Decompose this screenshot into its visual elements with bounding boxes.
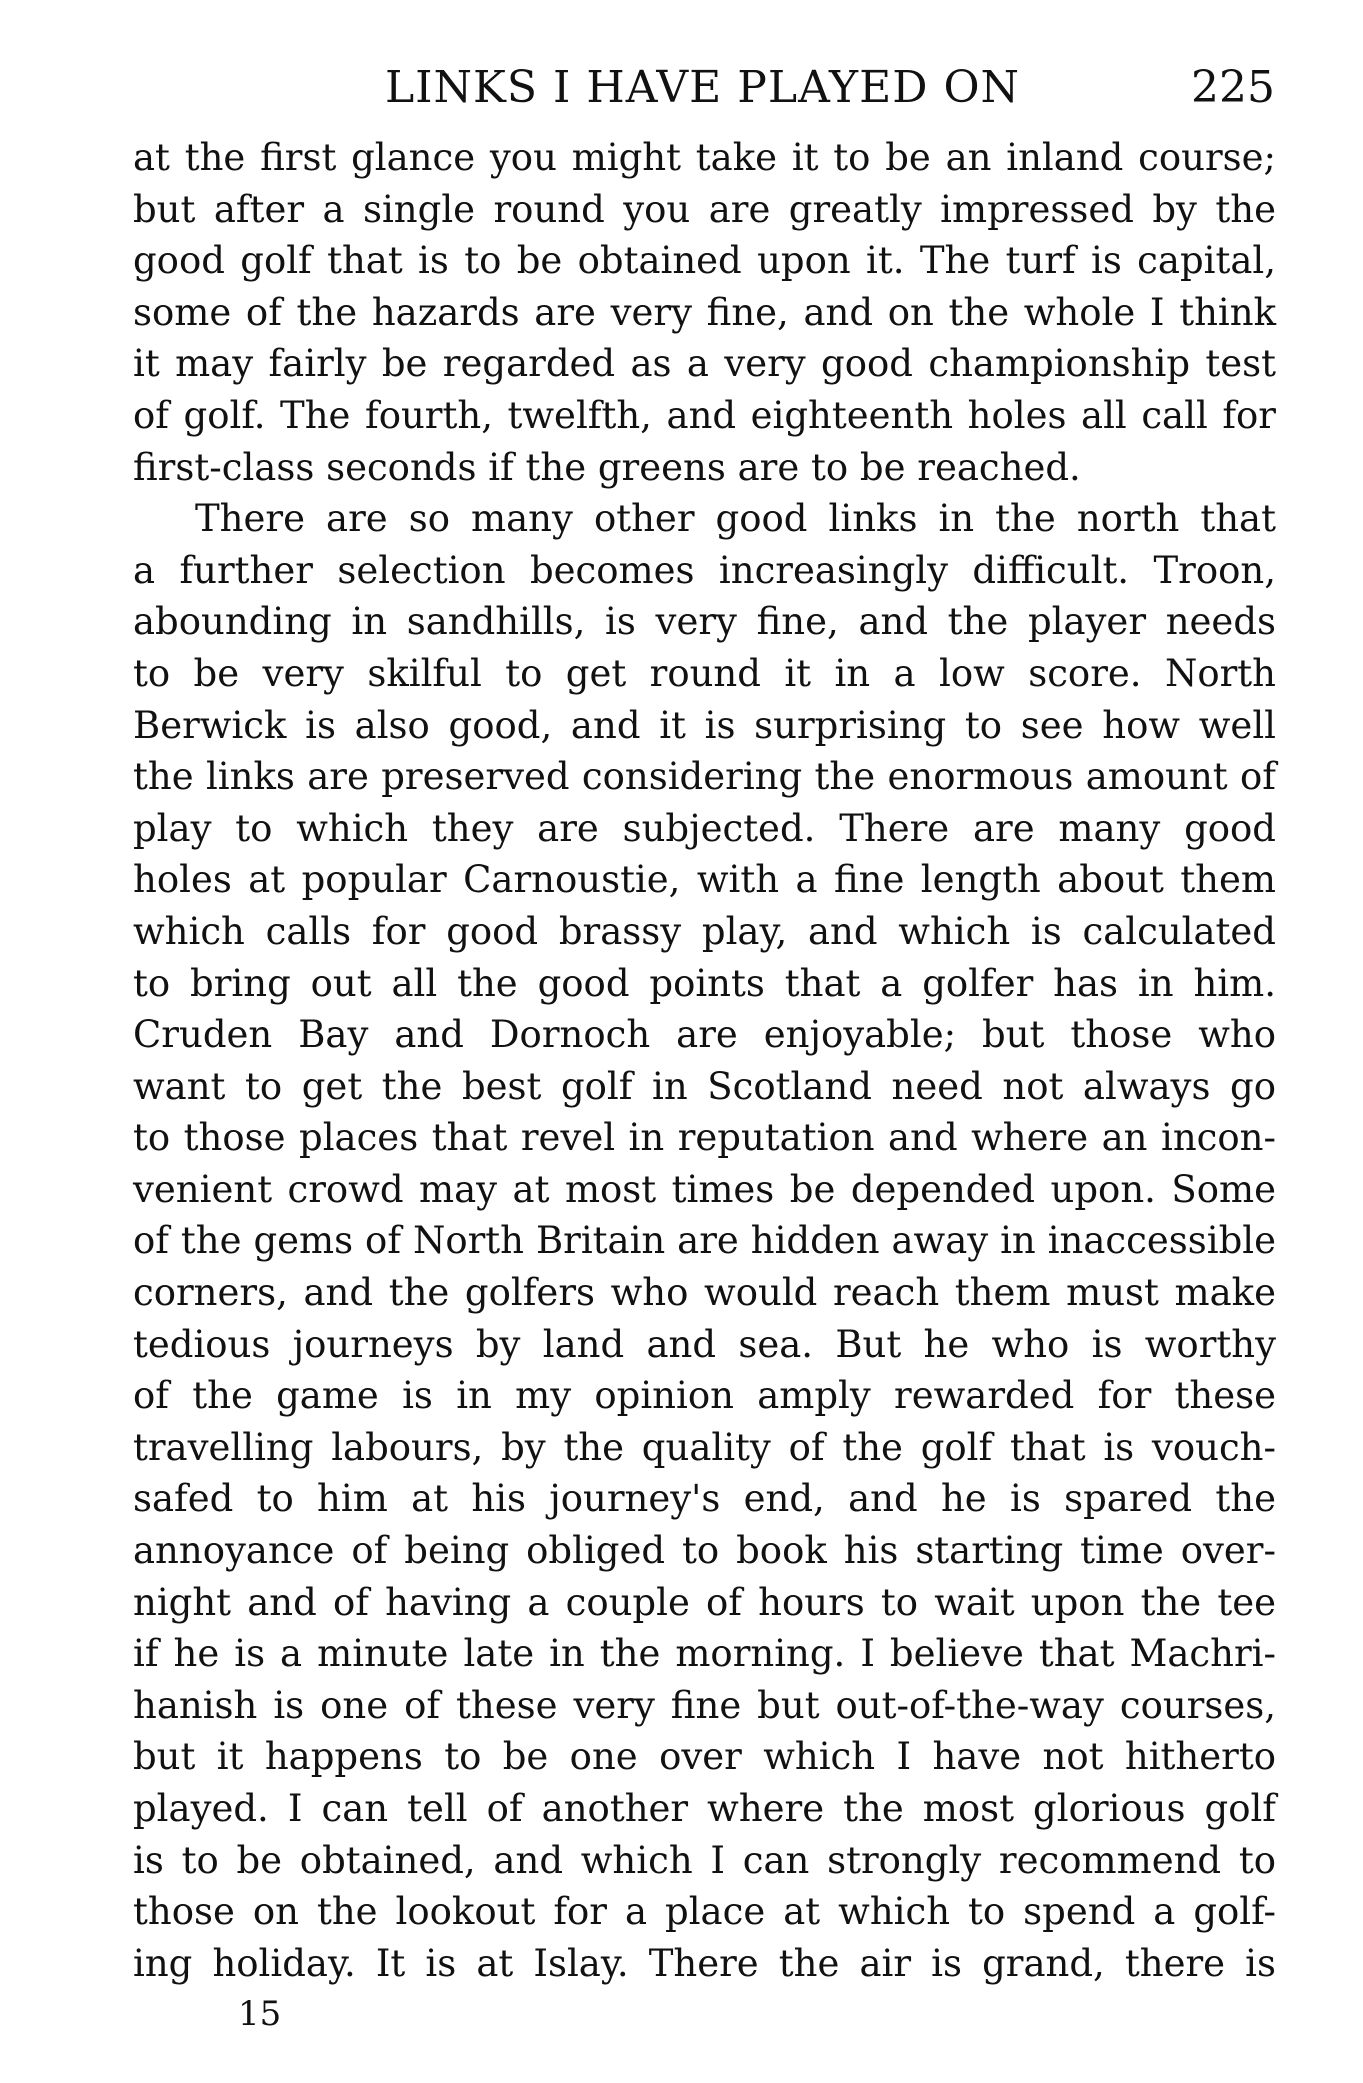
text-line: but after a single round you are greatly impressed by the: [133, 187, 1276, 231]
text-line: of the game is in my opinion amply rewarded for these: [133, 1374, 1276, 1418]
signature-mark: 15: [238, 1994, 282, 2034]
text-line: safed to him at his journey's end, and he is spared the: [133, 1477, 1276, 1521]
text-line: to those places that revel in reputation and where an incon-: [133, 1116, 1276, 1160]
text-line: a further selection becomes increasingly difficult. Troon,: [133, 548, 1276, 592]
text-line: but it happens to be one over which I have not hitherto: [133, 1735, 1276, 1779]
text-line: Cruden Bay and Dornoch are enjoyable; but those who: [133, 1013, 1276, 1057]
text-line: at the first glance you might take it to be an inland course;: [133, 136, 1276, 179]
text-line: travelling labours, by the quality of the golf that is vouch-: [133, 1425, 1276, 1469]
text-line: of the gems of North Britain are hidden away in inaccessible: [133, 1219, 1276, 1263]
text-line: the links are preserved considering the enormous amount of: [133, 755, 1276, 799]
text-line: if he is a minute late in the morning. I believe that Machri-: [133, 1632, 1276, 1676]
page-number: 225: [1191, 62, 1275, 113]
text-line: played. I can tell of another where the most glorious golf: [133, 1787, 1276, 1830]
text-line: of golf. The fourth, twelfth, and eighteenth holes all call for: [133, 393, 1276, 437]
running-title: LINKS I HAVE PLAYED ON: [384, 62, 1021, 113]
text-line: tedious journeys by land and sea. But he who is worthy: [133, 1322, 1276, 1366]
text-line: to bring out all the good points that a golfer has in him.: [133, 961, 1276, 1005]
text-line: holes at popular Carnoustie, with a fine length about them: [133, 858, 1276, 902]
text-line: annoyance of being obliged to book his starting time over-: [133, 1529, 1276, 1573]
text-line: some of the hazards are very fine, and on the whole I think: [133, 290, 1276, 334]
text-line: it may fairly be regarded as a very good championship test: [133, 342, 1276, 386]
text-line: which calls for good brassy play, and which is calculated: [133, 909, 1276, 953]
text-line: good golf that is to be obtained upon it. The turf is capital,: [133, 239, 1276, 283]
text-line: those on the lookout for a place at which to spend a golf-: [133, 1890, 1276, 1934]
text-line: first-class seconds if the greens are to be reached.: [133, 445, 1081, 489]
text-line: ing holiday. It is at Islay. There the air is grand, there is: [133, 1941, 1276, 1985]
text-line: abounding in sandhills, is very fine, and the player needs: [133, 600, 1276, 644]
text-line: want to get the best golf in Scotland need not always go: [133, 1064, 1276, 1108]
running-head: [130, 62, 1275, 122]
text-line: hanish is one of these very fine but out-of-the-way courses,: [133, 1683, 1276, 1727]
text-line: night and of having a couple of hours to wait upon the tee: [133, 1580, 1276, 1624]
text-line: is to be obtained, and which I can strongly recommend to: [133, 1838, 1276, 1882]
text-line: to be very skilful to get round it in a low score. North: [133, 651, 1276, 695]
text-line: play to which they are subjected. There are many good: [133, 806, 1276, 850]
text-line: Berwick is also good, and it is surprising to see how well: [133, 703, 1276, 747]
text-line: corners, and the golfers who would reach them must make: [133, 1271, 1276, 1315]
text-line: There are so many other good links in the north that: [195, 497, 1276, 541]
body-text: [133, 132, 1276, 1989]
text-line: venient crowd may at most times be depended upon. Some: [133, 1167, 1276, 1211]
